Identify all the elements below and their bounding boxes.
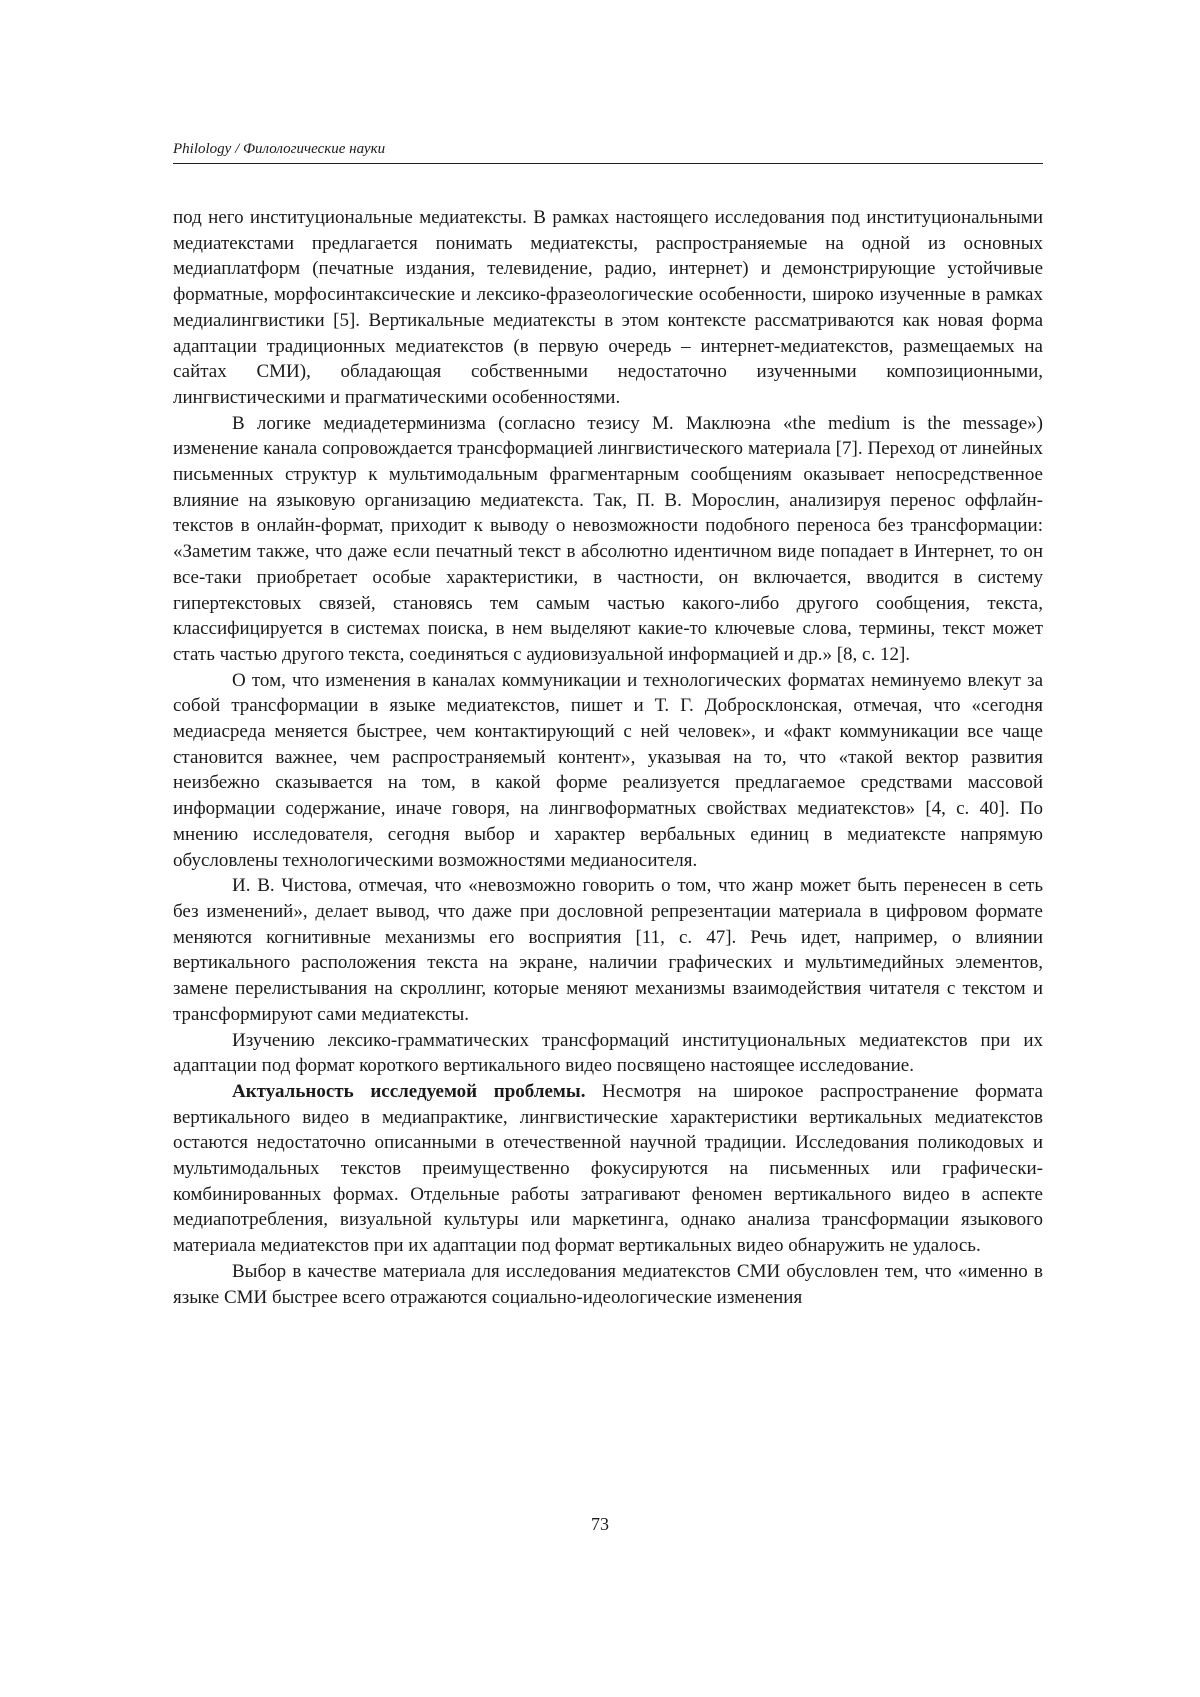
paragraph-5 <box>173 1028 1043 1079</box>
page-number: 73 <box>591 1514 609 1534</box>
paragraph-2 <box>173 411 1043 668</box>
paragraph-3 <box>173 668 1043 874</box>
running-header <box>173 139 1043 164</box>
paragraph-text: Несмотря на широкое распространение формата вертикального видео в медиапрактике, лингвистические характеристики вертикальных медиатекстов остаются недостаточно описанными в отечественной научной традиции. Исследования поликодовых и мультимодальных текстов преимущественно фокусируются на письменных или графически-комбинированных формах. Отдельные работы затрагивают феномен вертикального видео в аспекте медиапотребления, визуальной культуры или маркетинга, однако анализа трансформации языкового материала медиатекстов при их адаптации под формат вертикальных видео обнаружить не удалось. <box>173 1080 1043 1257</box>
paragraph-6 <box>173 1079 1043 1259</box>
paragraph-4 <box>173 873 1043 1027</box>
paragraph-text: О том, что изменения в каналах коммуникации и технологических форматах неминуемо влекут за собой трансформации в языке медиатекстов, пишет и Т. Г. Добросклонская, отмечая, что «сегодня медиасреда меняется быстрее, чем контактирующий с ней человек», и «факт коммуникации все чаще становится важнее, чем распространяемый контент», указывая на то, что «такой вектор развития неизбежно сказывается на том, в какой форме реализуется предлагаемое средствами массовой информации содержание, иначе говоря, на лингвоформатных свойствах медиатекстов» [4, с. 40]. По мнению исследователя, сегодня выбор и характер вербальных единиц в медиатексте напрямую обусловлены технологическими возможностями медианосителя. <box>173 669 1043 871</box>
paragraph-text: под него институциональные медиатексты. В рамках настоящего исследования под институциональными медиатекстами предлагается понимать медиатексты, распространяемые на одной из основных медиаплатформ (печатные издания, телевидение, радио, интернет) и демонстрирующие устойчивые форматные, морфосинтаксические и лексико-фразеологические особенности, широко изученные в рамках медиалингвистики [5]. Вертикальные медиатексты в этом контексте рассматриваются как новая форма адаптации традиционных медиатекстов (в первую очередь – интернет-медиатекстов, размещаемых на сайтах СМИ), обладающая собственными недостаточно изученными композиционными, лингвистическими и прагматическими особенностями. <box>173 207 1043 408</box>
paragraph-7 <box>173 1259 1043 1310</box>
paragraph-text: Изучению лексико-грамматических трансформаций институциональных медиатекстов при их адаптации под формат короткого вертикального видео посвящено настоящее исследование. <box>173 1029 1043 1077</box>
running-header-title: Philology / Филологические науки <box>173 141 386 157</box>
paragraph-text: И. В. Чистова, отмечая, что «невозможно говорить о том, что жанр может быть перенесен в сеть без изменений», делает вывод, что даже при дословной репрезентации материала в цифровом формате меняются когнитивные механизмы его восприятия [11, с. 47]. Речь идет, например, о влиянии вертикального расположения текста на экране, наличии графических и мультимедийных элементов, замене перелистывания на скроллинг, которые меняют механизмы взаимодействия читателя с текстом и трансформируют сами медиатексты. <box>173 875 1043 1025</box>
paragraph-1 <box>173 205 1043 411</box>
paragraph-text: Выбор в качестве материала для исследования медиатекстов СМИ обусловлен тем, что «именно в языке СМИ быстрее всего отражаются социально-идеологические изменения <box>173 1260 1043 1308</box>
paragraph-lead-heading: Актуальность исследуемой проблемы. <box>232 1080 586 1102</box>
paragraph-text: В логике медиадетерминизма (согласно тезису М. Маклюэна «the medium is the message») изменение канала сопровождается трансформацией лингвистического материала [7]. Переход от линейных письменных структур к мультимодальным фрагментарным сообщениям оказывает непосредственное влияние на языковую организацию медиатекста. Так, П. В. Морослин, анализируя перенос оффлайн-текстов в онлайн-формат, приходит к выводу о невозможности подобного переноса без трансформации: «Заметим также, что даже если печатный текст в абсолютно идентичном виде попадает в Интернет, то он все-таки приобретает особые характеристики, в частности, он включается, вводится в систему гипертекстовых связей, становясь тем самым частью какого-либо другого сообщения, текста, классифицируется в системах поиска, в нем выделяют какие-то ключевые слова, термины, текст может стать частью другого текста, соединяться с аудиовизуальной информацией и др.» [8, с. 12]. <box>173 412 1043 665</box>
article-body <box>173 205 1043 1310</box>
